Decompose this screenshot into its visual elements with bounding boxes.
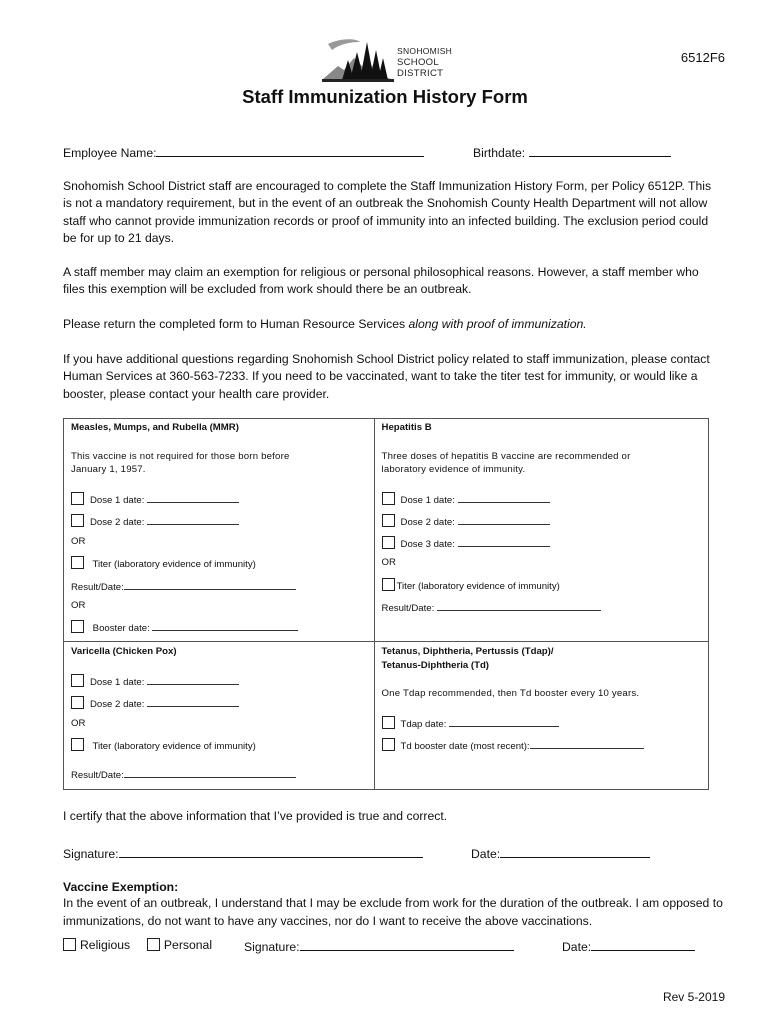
mmr-result-field[interactable] xyxy=(124,579,296,590)
td-booster-row xyxy=(382,738,644,752)
varicella-dose2-label: Dose 2 date: xyxy=(90,699,148,710)
mmr-dose2-label: Dose 2 date: xyxy=(90,517,148,528)
logo-line-2: SCHOOL xyxy=(397,57,439,68)
tdap-date-row xyxy=(382,716,560,730)
exemption-date-row xyxy=(562,938,695,954)
tdap-title-line2: Tetanus-Diphtheria (Td) xyxy=(381,660,489,671)
mmr-booster-label: Booster date: xyxy=(92,623,153,634)
varicella-dose2-row xyxy=(71,696,239,710)
varicella-dose1-field[interactable] xyxy=(147,674,239,685)
mmr-title: Measles, Mumps, and Rubella (MMR) xyxy=(71,422,239,433)
tdap-title-line1: Tetanus, Diphtheria, Pertussis (Tdap)/ xyxy=(381,646,554,657)
revision-label: Rev 5-2019 xyxy=(662,990,725,1004)
mmr-dose1-label: Dose 1 date: xyxy=(90,495,148,506)
varicella-dose2-checkbox[interactable] xyxy=(71,696,84,709)
tdap-note: One Tdap recommended, then Td booster every 10 years. xyxy=(381,688,640,699)
personal-checkbox[interactable] xyxy=(147,938,160,951)
hepb-dose2-checkbox[interactable] xyxy=(382,514,395,527)
mmr-dose1-row xyxy=(71,492,239,506)
mmr-note-line1: This vaccine is not required for those born before xyxy=(71,451,290,462)
mmr-result-label: Result/Date: xyxy=(71,582,124,593)
td-booster-field[interactable] xyxy=(530,738,644,749)
hepb-dose2-row xyxy=(382,514,550,528)
mountain-trees-logo-icon xyxy=(320,36,396,84)
exemption-date-label: Date: xyxy=(562,940,592,954)
hepb-dose3-row xyxy=(382,536,550,550)
certify-signature-label: Signature: xyxy=(63,847,119,861)
mmr-dose2-checkbox[interactable] xyxy=(71,514,84,527)
certify-signature-field[interactable] xyxy=(119,845,423,858)
religious-label: Religious xyxy=(80,938,131,952)
mmr-note-line2: January 1, 1957. xyxy=(71,464,146,475)
td-booster-checkbox[interactable] xyxy=(382,738,395,751)
mmr-dose1-checkbox[interactable] xyxy=(71,492,84,505)
birthdate-row xyxy=(473,144,671,160)
mmr-or-2: OR xyxy=(71,600,86,611)
hepb-dose3-field[interactable] xyxy=(458,536,550,547)
tdap-date-label: Tdap date: xyxy=(400,719,450,730)
exemption-date-field[interactable] xyxy=(591,938,695,951)
logo-line-1: SNOHOMISH xyxy=(397,46,453,56)
mmr-booster-row xyxy=(71,620,298,634)
hepb-title: Hepatitis B xyxy=(381,422,432,433)
hepb-dose3-label: Dose 3 date: xyxy=(400,539,458,550)
mmr-booster-field[interactable] xyxy=(152,620,298,631)
varicella-dose1-checkbox[interactable] xyxy=(71,674,84,687)
certify-date-field[interactable] xyxy=(500,845,650,858)
hepb-note-line1: Three doses of hepatitis B vaccine are recommended or xyxy=(381,451,631,462)
employee-name-label: Employee Name: xyxy=(63,146,157,160)
hepb-dose1-checkbox[interactable] xyxy=(382,492,395,505)
birthdate-field[interactable] xyxy=(529,144,671,157)
hepb-titer-row xyxy=(382,578,560,592)
employee-name-field[interactable] xyxy=(156,144,424,157)
hepb-cell xyxy=(374,419,708,642)
certify-date-label: Date: xyxy=(471,847,501,861)
employee-name-row xyxy=(63,144,424,160)
hepb-titer-checkbox[interactable] xyxy=(382,578,395,591)
varicella-result-field[interactable] xyxy=(124,767,296,778)
birthdate-label: Birthdate: xyxy=(473,146,526,160)
hepb-dose2-field[interactable] xyxy=(458,514,550,525)
hepb-dose3-checkbox[interactable] xyxy=(382,536,395,549)
logo-wordmark xyxy=(397,46,452,79)
mmr-titer-label: Titer (laboratory evidence of immunity) xyxy=(92,559,256,570)
mmr-booster-checkbox[interactable] xyxy=(71,620,84,633)
mmr-or-1: OR xyxy=(71,536,86,547)
immunization-table xyxy=(63,418,709,790)
varicella-result-label: Result/Date: xyxy=(71,770,124,781)
exemption-heading: Vaccine Exemption: xyxy=(63,880,179,894)
varicella-titer-row xyxy=(71,738,256,752)
mmr-result-row xyxy=(71,579,296,593)
hepb-dose2-label: Dose 2 date: xyxy=(400,517,458,528)
hepb-dose1-row xyxy=(382,492,550,506)
mmr-titer-row xyxy=(71,556,256,570)
return-instructions xyxy=(63,316,723,333)
exemption-signature-field[interactable] xyxy=(300,938,514,951)
return-text: Please return the completed form to Human Resource Services xyxy=(63,317,409,331)
varicella-dose2-field[interactable] xyxy=(147,696,239,707)
mmr-dose1-field[interactable] xyxy=(147,492,239,503)
varicella-titer-label: Titer (laboratory evidence of immunity) xyxy=(92,741,256,752)
hepb-note-line2: laboratory evidence of immunity. xyxy=(381,464,526,475)
varicella-result-row xyxy=(71,767,296,781)
intro-paragraph: Snohomish School District staff are encouraged to complete the Staff Immunization History Form, per Policy 6512P. This is not a mandatory requirement, but in the event of an outbreak the Snohomish County Health Department will not allow staff who cannot provide immunization records or proof of immunity into an infected building. The exclusion period could be for up to 21 days. xyxy=(63,179,712,245)
exemption-signature-label: Signature: xyxy=(244,940,300,954)
personal-label: Personal xyxy=(163,938,213,952)
hepb-result-row xyxy=(382,600,601,614)
varicella-titer-checkbox[interactable] xyxy=(71,738,84,751)
varicella-cell xyxy=(64,642,375,790)
certify-date-row xyxy=(471,845,650,861)
hepb-result-field[interactable] xyxy=(437,600,601,611)
certify-signature-row xyxy=(63,845,423,861)
mmr-cell xyxy=(64,419,375,642)
mmr-dose2-row xyxy=(71,514,239,528)
tdap-cell xyxy=(374,642,708,790)
form-number: 6512F6 xyxy=(680,50,725,65)
contact-paragraph: If you have additional questions regarding Snohomish School District policy related to staff immunization, please contact Human Services at 360-563-7233. If you need to be vaccinated, want to take the titer test for immunity, or would like a booster, please contact your health care provider. xyxy=(63,352,710,401)
mmr-dose2-field[interactable] xyxy=(147,514,239,525)
hepb-titer-label: Titer (laboratory evidence of immunity) xyxy=(396,581,560,592)
district-logo xyxy=(320,36,453,84)
hepb-or-1: OR xyxy=(381,557,396,568)
religious-checkbox[interactable] xyxy=(63,938,76,951)
return-emphasis: along with proof of immunization. xyxy=(408,317,587,331)
varicella-dose1-row xyxy=(71,674,239,688)
varicella-or: OR xyxy=(71,718,86,729)
exemption-options-row xyxy=(63,938,212,952)
tdap-date-field[interactable] xyxy=(449,716,559,727)
hepb-dose1-label: Dose 1 date: xyxy=(400,495,458,506)
td-booster-label: Td booster date (most recent): xyxy=(400,741,530,752)
tdap-date-checkbox[interactable] xyxy=(382,716,395,729)
certify-statement: I certify that the above information that I’ve provided is true and correct. xyxy=(63,809,448,823)
hepb-dose1-field[interactable] xyxy=(458,492,550,503)
exemption-signature-row xyxy=(244,938,514,954)
varicella-dose1-label: Dose 1 date: xyxy=(90,677,148,688)
varicella-title: Varicella (Chicken Pox) xyxy=(71,646,177,657)
hepb-result-label: Result/Date: xyxy=(381,603,437,614)
exemption-info-paragraph: A staff member may claim an exemption for religious or personal philosophical reasons. However, a staff member who files this exemption will be excluded from work should there be an outbreak. xyxy=(63,265,699,297)
exemption-text: In the event of an outbreak, I understand that I may be exclude from work for the duration of the outbreak. I am opposed to immunizations, do not want to have any vaccines, nor do I want to receive the above vaccinations. xyxy=(63,896,723,928)
logo-line-3: DISTRICT xyxy=(397,68,444,79)
mmr-titer-checkbox[interactable] xyxy=(71,556,84,569)
page-title: Staff Immunization History Form xyxy=(242,86,528,107)
